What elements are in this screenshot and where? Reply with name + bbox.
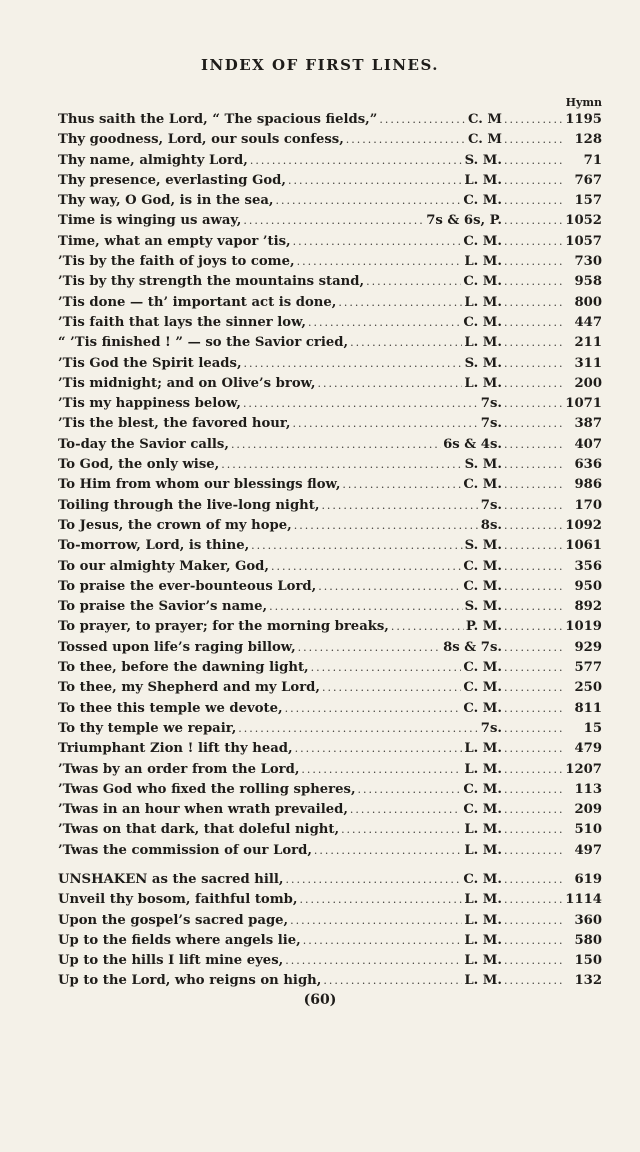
first-line-text: Toiling through the live-long night,	[58, 497, 320, 513]
dot-leader	[308, 313, 461, 333]
first-line-text: Up to the hills I lift mine eyes,	[58, 953, 284, 969]
hymn-number: 150	[574, 953, 602, 969]
first-line-text: To thee this temple we devote,	[58, 700, 283, 716]
dot-leader	[504, 719, 562, 739]
hymn-number: 479	[574, 741, 602, 757]
hymn-number: 497	[574, 842, 602, 858]
hymn-number: 577	[574, 660, 602, 676]
first-line-text: Thus saith the Lord, “ The spacious fields,”	[58, 112, 378, 127]
hymn-number: 636	[574, 457, 602, 473]
meter-label: C. M.	[463, 477, 502, 493]
index-entry	[58, 971, 602, 991]
hymn-number: 15	[583, 720, 602, 736]
dot-leader	[290, 911, 462, 931]
dot-leader	[243, 211, 424, 231]
meter-label: S. M.	[464, 355, 502, 371]
dot-leader	[504, 151, 562, 171]
index-list-group-1	[58, 110, 602, 861]
hymn-number: 1057	[565, 233, 602, 249]
dot-leader	[250, 151, 463, 171]
dot-leader	[293, 232, 462, 252]
index-entry	[58, 739, 602, 759]
index-entry	[58, 658, 602, 678]
hymn-number: 958	[574, 274, 602, 290]
index-entry	[58, 151, 602, 171]
first-line-text: To thee, my Shepherd and my Lord,	[58, 680, 320, 696]
first-line-text: To praise the ever-bounteous Lord,	[58, 578, 317, 594]
dot-leader	[314, 841, 462, 861]
meter-label: L. M.	[464, 973, 502, 989]
dot-leader	[504, 211, 562, 231]
first-line-text: ’Tis done — th’ important act is done,	[58, 294, 337, 310]
first-line-text: ’Tis the blest, the favored hour,	[58, 416, 291, 432]
index-entry	[58, 516, 602, 536]
first-line-text: Up to the Lord, who reigns on high,	[58, 973, 322, 989]
meter-label: C. M.	[463, 314, 502, 330]
dot-leader	[292, 414, 478, 434]
dot-leader	[271, 557, 461, 577]
dot-leader	[504, 658, 562, 678]
first-line-text: To Him from whom our blessings flow,	[58, 477, 341, 493]
index-entry	[58, 394, 602, 414]
dot-leader	[504, 617, 562, 637]
first-line-text: To-day the Savior calls,	[58, 436, 229, 452]
hymn-number: 387	[574, 416, 602, 432]
meter-label: C. M.	[463, 193, 502, 209]
index-entry	[58, 130, 602, 150]
dot-leader	[318, 577, 461, 597]
dot-leader	[322, 678, 461, 698]
meter-label: L. M.	[464, 254, 502, 270]
first-line-text: Thy name, almighty Lord,	[58, 152, 248, 168]
hymn-number: 311	[574, 355, 602, 371]
index-entry	[58, 951, 602, 971]
hymn-number: 619	[574, 872, 602, 887]
hymn-number: 580	[574, 932, 602, 948]
hymn-number: 1019	[565, 619, 602, 635]
dot-leader	[366, 272, 461, 292]
first-line-text: Up to the fields where angels lie,	[58, 932, 301, 948]
hymn-number: 360	[574, 912, 602, 928]
hymn-number: 1092	[565, 517, 602, 533]
index-entry	[58, 232, 602, 252]
index-entry	[58, 699, 602, 719]
meter-label: L. M.	[464, 822, 502, 838]
meter-label: 7s.	[480, 720, 502, 736]
hymn-number: 1207	[565, 761, 602, 777]
hymn-number: 132	[574, 973, 602, 989]
first-line-text: ’Tis faith that lays the sinner low,	[58, 314, 306, 330]
dot-leader	[504, 272, 562, 292]
first-line-text: ’Twas on that dark, that doleful night,	[58, 822, 340, 838]
dot-leader	[269, 597, 462, 617]
dot-leader	[504, 971, 562, 991]
meter-label: L. M.	[464, 912, 502, 928]
dot-leader	[504, 354, 562, 374]
first-line-text: Unveil thy bosom, faithful tomb,	[58, 892, 298, 908]
hymn-number: 356	[574, 558, 602, 574]
dot-leader	[346, 130, 466, 150]
meter-label: L. M.	[464, 294, 502, 310]
index-entry	[58, 211, 602, 231]
dot-leader	[301, 760, 462, 780]
hymn-number: 986	[574, 477, 602, 493]
dot-leader	[504, 394, 562, 414]
meter-label: C. M.	[463, 233, 502, 249]
first-line-text: To thee, before the dawning light,	[58, 660, 309, 676]
index-entry	[58, 557, 602, 577]
dot-leader	[504, 911, 562, 931]
index-entry	[58, 455, 602, 475]
hymn-number: 929	[574, 639, 602, 655]
first-line-text: Thy way, O God, is in the sea,	[58, 193, 274, 209]
dot-leader	[504, 374, 562, 394]
first-line-text: Tossed upon life’s raging billow,	[58, 639, 296, 655]
dot-leader	[504, 293, 562, 313]
dot-leader	[244, 354, 463, 374]
meter-label: L. M.	[464, 172, 502, 188]
first-line-text: ’Twas in an hour when wrath prevailed,	[58, 802, 348, 818]
dot-leader	[251, 536, 462, 556]
index-entry	[58, 272, 602, 292]
index-entry	[58, 760, 602, 780]
hymn-number: 170	[574, 497, 602, 513]
index-entry	[58, 414, 602, 434]
dot-leader	[342, 475, 461, 495]
hymn-number: 200	[574, 375, 602, 391]
dot-leader	[286, 870, 462, 890]
dot-leader	[504, 313, 562, 333]
meter-label: 8s.	[480, 517, 502, 533]
hymn-number: 209	[574, 802, 602, 818]
hymn-number: 1195	[565, 112, 602, 127]
index-entry	[58, 435, 602, 455]
dot-leader	[504, 110, 562, 130]
hymn-number: 407	[574, 436, 602, 452]
meter-label: C. M.	[463, 700, 502, 716]
index-entry	[58, 496, 602, 516]
index-entry	[58, 333, 602, 353]
meter-label: C. M.	[463, 781, 502, 797]
first-line-text: Thy presence, everlasting God,	[58, 172, 286, 188]
meter-label: L. M.	[464, 892, 502, 908]
first-line-text: To praise the Savior’s name,	[58, 599, 268, 615]
dot-leader	[379, 110, 466, 130]
dot-leader	[504, 820, 562, 840]
hymn-number: 510	[574, 822, 602, 838]
dot-leader	[504, 739, 562, 759]
index-entry	[58, 719, 602, 739]
first-line-text: To our almighty Maker, God,	[58, 558, 269, 574]
dot-leader	[504, 455, 562, 475]
dot-leader	[504, 841, 562, 861]
meter-label: S. M.	[464, 457, 502, 473]
meter-label: C. M.	[463, 274, 502, 290]
dot-leader	[504, 130, 562, 150]
meter-label: S. M.	[464, 599, 502, 615]
dot-leader	[504, 435, 562, 455]
first-line-text: Triumphant Zion ! lift thy head,	[58, 741, 293, 757]
dot-leader	[276, 191, 462, 211]
dot-leader	[504, 780, 562, 800]
dot-leader	[504, 597, 562, 617]
dot-leader	[285, 951, 462, 971]
dot-leader	[504, 414, 562, 434]
index-entry	[58, 110, 602, 130]
dot-leader	[504, 536, 562, 556]
first-line-text: ’Tis God the Spirit leads,	[58, 355, 242, 371]
dot-leader	[350, 800, 461, 820]
meter-label: 7s.	[480, 497, 502, 513]
meter-label: L. M.	[464, 932, 502, 948]
dot-leader	[298, 638, 441, 658]
dot-leader	[221, 455, 462, 475]
meter-label: L. M.	[464, 741, 502, 757]
first-line-text: ’Twas the commission of our Lord,	[58, 842, 312, 858]
index-entry	[58, 780, 602, 800]
page-number: (60)	[303, 992, 337, 1008]
hymn-number: 128	[574, 132, 602, 148]
hymn-number: 730	[574, 254, 602, 270]
first-line-text: ’Tis by the faith of joys to come,	[58, 254, 295, 270]
first-line-text: Thy goodness, Lord, our souls confess,	[58, 132, 344, 148]
dot-leader	[299, 890, 462, 910]
first-line-text: ’Tis by thy strength the mountains stand,	[58, 274, 365, 290]
meter-label: L. M.	[464, 375, 502, 391]
dot-leader	[358, 780, 462, 800]
meter-label: L. M.	[464, 842, 502, 858]
index-entry	[58, 577, 602, 597]
hymn-number: 157	[574, 193, 602, 209]
meter-label: 7s.	[480, 416, 502, 432]
index-entry	[58, 252, 602, 272]
hymn-number: 1114	[565, 892, 602, 908]
dot-leader	[294, 516, 479, 536]
dot-leader	[504, 678, 562, 698]
index-entry	[58, 911, 602, 931]
index-entry	[58, 820, 602, 840]
first-line-text: To Jesus, the crown of my hope,	[58, 517, 292, 533]
first-line-text: ’Twas by an order from the Lord,	[58, 761, 300, 777]
dot-leader	[231, 435, 441, 455]
dot-leader	[303, 931, 463, 951]
index-entry	[58, 890, 602, 910]
dot-leader	[504, 890, 562, 910]
dot-leader	[504, 516, 562, 536]
first-line-text: To thy temple we repair,	[58, 720, 237, 736]
meter-label: L. M.	[464, 953, 502, 969]
meter-label: 7s.	[480, 396, 502, 412]
dot-leader	[504, 191, 562, 211]
index-entry	[58, 313, 602, 333]
meter-label: 7s & 6s, P.	[426, 213, 502, 229]
meter-label: C. M.	[463, 558, 502, 574]
first-line-text: “ ’Tis finished ! ” — so the Savior cried,	[58, 335, 349, 351]
index-entry	[58, 191, 602, 211]
dot-leader	[338, 293, 462, 313]
hymn-column-header: Hymn	[565, 96, 602, 109]
dot-leader	[288, 171, 462, 191]
dot-leader	[391, 617, 464, 637]
first-line-text: UNSHAKEN as the sacred hill,	[58, 872, 284, 887]
dot-leader	[504, 496, 562, 516]
index-entry	[58, 536, 602, 556]
index-entry	[58, 870, 602, 890]
index-entry	[58, 293, 602, 313]
index-entry	[58, 597, 602, 617]
first-line-text: Upon the gospel’s sacred page,	[58, 912, 289, 928]
meter-label: C. M.	[463, 660, 502, 676]
hymn-number: 811	[574, 700, 602, 716]
page-title: INDEX OF FIRST LINES.	[200, 56, 440, 74]
dot-leader	[504, 951, 562, 971]
index-entry	[58, 475, 602, 495]
dot-leader	[504, 252, 562, 272]
dot-leader	[341, 820, 462, 840]
dot-leader	[504, 760, 562, 780]
meter-label: C. M.	[463, 680, 502, 696]
first-line-text: To-morrow, Lord, is thine,	[58, 538, 250, 554]
hymn-number: 250	[574, 680, 602, 696]
index-entry	[58, 617, 602, 637]
index-entry	[58, 841, 602, 861]
dot-leader	[295, 739, 463, 759]
index-entry	[58, 354, 602, 374]
dot-leader	[297, 252, 463, 272]
dot-leader	[504, 232, 562, 252]
hymn-number: 767	[574, 172, 602, 188]
dot-leader	[318, 374, 463, 394]
meter-label: L. M.	[464, 335, 502, 351]
meter-label: S. M.	[464, 152, 502, 168]
first-line-text: Time is winging us away,	[58, 213, 242, 229]
hymn-number: 892	[574, 599, 602, 615]
hymn-number: 113	[574, 781, 602, 797]
first-line-text: To God, the only wise,	[58, 457, 220, 473]
hymn-number: 1071	[565, 396, 602, 412]
first-line-text: Time, what an empty vapor ’tis,	[58, 233, 291, 249]
first-line-text: ’Twas God who fixed the rolling spheres,	[58, 781, 356, 797]
dot-leader	[238, 719, 479, 739]
dot-leader	[285, 699, 462, 719]
index-entry	[58, 171, 602, 191]
hymn-number: 950	[574, 578, 602, 594]
dot-leader	[504, 171, 562, 191]
dot-leader	[504, 870, 562, 890]
meter-label: 6s & 4s.	[443, 436, 502, 452]
meter-label: P. M.	[465, 619, 502, 635]
dot-leader	[504, 931, 562, 951]
first-line-text: ’Tis midnight; and on Olive’s brow,	[58, 375, 316, 391]
dot-leader	[504, 638, 562, 658]
dot-leader	[504, 333, 562, 353]
dot-leader	[504, 475, 562, 495]
index-entry	[58, 638, 602, 658]
index-entry	[58, 931, 602, 951]
index-entry	[58, 678, 602, 698]
dot-leader	[504, 557, 562, 577]
hymn-number: 71	[583, 152, 602, 168]
first-line-text: To prayer, to prayer; for the morning breaks,	[58, 619, 389, 635]
dot-leader	[504, 577, 562, 597]
meter-label: C. M.	[463, 872, 502, 887]
dot-leader	[504, 699, 562, 719]
meter-label: 8s & 7s.	[443, 639, 502, 655]
hymn-number: 211	[574, 335, 602, 351]
meter-label: L. M.	[464, 761, 502, 777]
meter-label: C. M	[467, 132, 502, 148]
meter-label: C. M.	[463, 802, 502, 818]
index-list-group-2	[58, 870, 602, 992]
index-entry	[58, 374, 602, 394]
hymn-number: 447	[574, 314, 602, 330]
dot-leader	[243, 394, 479, 414]
first-line-text: ’Tis my happiness below,	[58, 396, 241, 412]
dot-leader	[350, 333, 462, 353]
meter-label: C. M.	[463, 578, 502, 594]
dot-leader	[311, 658, 462, 678]
meter-label: S. M.	[464, 538, 502, 554]
meter-label: C. M	[467, 112, 502, 127]
hymn-number: 1052	[565, 213, 602, 229]
dot-leader	[504, 800, 562, 820]
hymn-number: 1061	[565, 538, 602, 554]
dot-leader	[323, 971, 462, 991]
hymn-number: 800	[574, 294, 602, 310]
index-entry	[58, 800, 602, 820]
dot-leader	[321, 496, 478, 516]
